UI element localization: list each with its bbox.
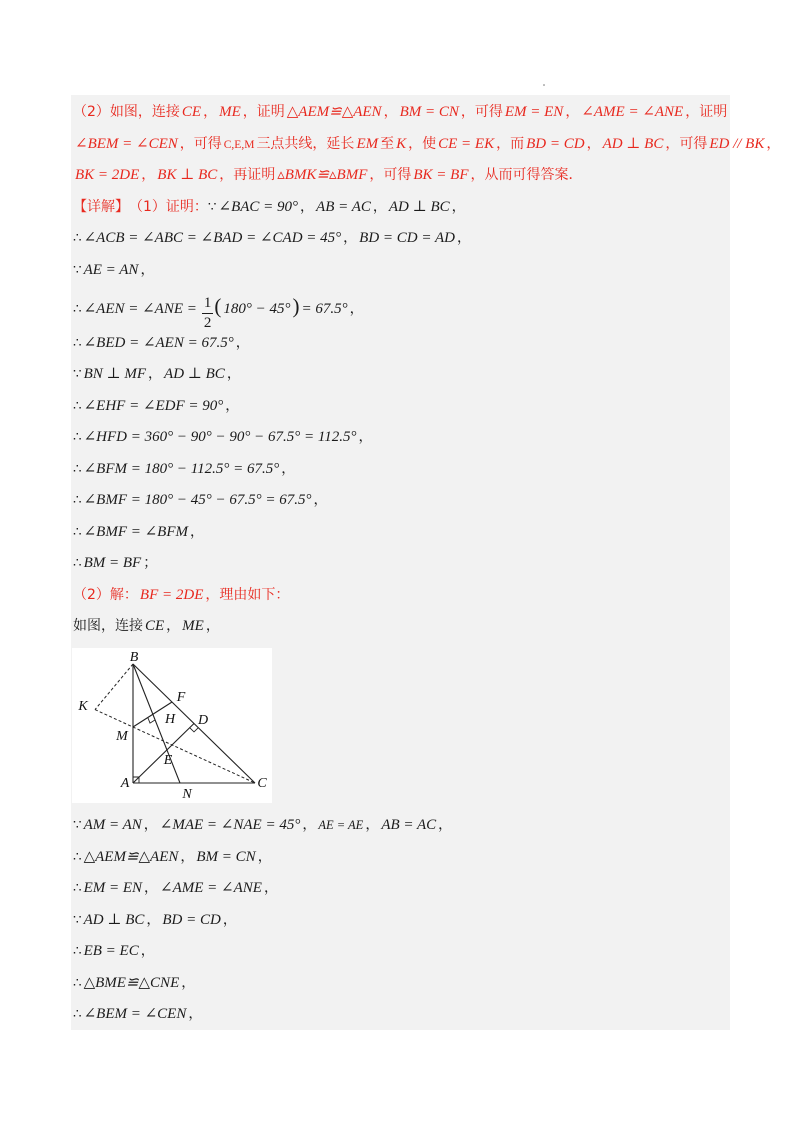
- therefore-symbol: ∴: [73, 492, 82, 508]
- text: 至: [380, 135, 395, 152]
- fraction-one-half: [202, 296, 214, 331]
- punctuation: ，: [263, 880, 278, 896]
- text: ，可得: [179, 135, 222, 152]
- fraction-denominator: 2: [203, 314, 212, 331]
- math-expr: ∠BAC = 90°: [218, 198, 299, 215]
- part2-label: （2）解：: [73, 586, 138, 603]
- page-speck: [543, 84, 545, 86]
- punctuation: ，: [225, 397, 240, 414]
- therefore-symbol: ∴: [73, 301, 82, 317]
- text: ，可得: [369, 167, 412, 183]
- math-expr: ∠AME = ∠ANE: [581, 104, 684, 120]
- proof-line: [73, 255, 773, 287]
- point-label-e: E: [163, 753, 173, 768]
- math-expr: ∠HFD = 360° − 90° − 90° − 67.5° = 112.5°: [83, 429, 357, 445]
- text: ，可得: [665, 135, 708, 152]
- punctuation: ，: [166, 618, 181, 634]
- proof-line: [73, 485, 773, 517]
- math-expr: ∠AEN = ∠ANE =: [83, 301, 197, 317]
- math-expr: ∠AME = ∠ANE: [160, 880, 262, 896]
- punctuation: ，: [438, 817, 453, 833]
- math-expr: ∠BEM = ∠CEN: [83, 1006, 187, 1022]
- math-expr: BD = CD: [526, 135, 585, 152]
- math-expr: ME: [219, 104, 241, 120]
- punctuation: ，: [140, 943, 155, 959]
- point-label-d: D: [197, 713, 209, 728]
- proof-line: [73, 391, 773, 423]
- text: ，证明: [242, 104, 285, 120]
- math-expr: ∠EHF = ∠EDF = 90°: [83, 397, 224, 414]
- math-expr: ∠BED = ∠AEN = 67.5°: [83, 334, 234, 351]
- because-symbol: ∵: [207, 198, 217, 215]
- math-expr: = 67.5°: [301, 301, 348, 317]
- punctuation: ，: [565, 104, 580, 120]
- point-label-c: C: [257, 776, 267, 791]
- math-expr: EB = EC: [83, 943, 139, 959]
- text: ，再证明: [219, 167, 276, 183]
- point-label-f: F: [176, 690, 186, 705]
- math-expr: AB = AC: [316, 198, 371, 215]
- point-label-n: N: [182, 787, 192, 802]
- math-expr: AD ⊥ BC: [388, 198, 450, 215]
- math-expr: 180° − 45°: [223, 301, 291, 317]
- geometry-figure: [72, 648, 272, 803]
- punctuation: ，: [188, 1006, 203, 1022]
- math-expr: ∠BEM = ∠CEN: [75, 135, 178, 152]
- point-label-m: M: [116, 729, 128, 744]
- math-expr: AD ⊥ BC: [83, 911, 145, 928]
- therefore-symbol: ∴: [73, 848, 82, 865]
- math-expr: △BME≌△CNE: [83, 974, 180, 991]
- math-expr: ∠BFM = 180° − 112.5° = 67.5°: [83, 460, 280, 477]
- punctuation: ，: [451, 198, 466, 215]
- punctuation: ，: [180, 848, 195, 865]
- proof-line: [73, 454, 773, 486]
- math-expr: AB = AC: [381, 817, 437, 833]
- math-expr: CE: [181, 104, 202, 120]
- because-symbol: ∵: [73, 911, 82, 928]
- math-expr: K: [396, 135, 407, 152]
- math-expr: AE = AE: [318, 818, 364, 832]
- math-expr: BD = CD: [162, 911, 221, 928]
- paren-close: ): [292, 294, 300, 318]
- right-angle-mark-d: [190, 728, 199, 732]
- proof-line: [73, 842, 773, 874]
- math-expr: AM = AN: [83, 817, 142, 833]
- proof-line: [73, 548, 773, 580]
- proof-line: [73, 517, 773, 549]
- punctuation: ，: [358, 429, 373, 445]
- math-expr: △AEM≌△AEN: [83, 848, 179, 865]
- proof-line: [73, 873, 773, 905]
- math-expr: ∠BMF = 180° − 45° − 67.5° = 67.5°: [83, 492, 312, 508]
- detail-heading: 【详解】: [73, 198, 129, 215]
- punctuation: ，: [146, 911, 161, 928]
- because-symbol: ∵: [73, 366, 82, 382]
- punctuation: ，: [586, 135, 601, 152]
- proof-line: [73, 810, 773, 842]
- math-expr: CE: [145, 618, 165, 634]
- because-symbol: ∵: [73, 261, 82, 278]
- math-expr: AD ⊥ BC: [602, 135, 664, 152]
- analysis-line-1: [73, 97, 773, 129]
- proof-line: [73, 359, 773, 391]
- therefore-symbol: ∴: [73, 880, 82, 896]
- proof-line: [73, 936, 773, 968]
- geometry-figure-svg: [72, 648, 272, 803]
- math-expr: ME: [182, 618, 204, 634]
- punctuation: ，: [383, 104, 398, 120]
- proof-line: [73, 422, 773, 454]
- punctuation: ，: [141, 167, 156, 183]
- punctuation: ，: [181, 974, 196, 991]
- punctuation: ，: [222, 911, 237, 928]
- point-label-a: A: [120, 776, 130, 791]
- proof-line: [73, 223, 773, 255]
- therefore-symbol: ∴: [73, 523, 82, 540]
- part2-claim-line: [73, 580, 773, 612]
- punctuation: ，: [766, 135, 781, 152]
- punctuation: ，: [205, 618, 220, 634]
- punctuation: ，: [372, 198, 387, 215]
- part1-label: （1）证明：: [129, 198, 208, 215]
- math-expr: CE = EK: [438, 135, 495, 152]
- therefore-symbol: ∴: [73, 230, 82, 246]
- solution-content: [73, 97, 781, 1031]
- punctuation: ，: [302, 817, 317, 833]
- proof-line: [73, 328, 773, 360]
- punctuation: ；: [143, 555, 158, 571]
- text: 如图，连接: [73, 618, 143, 634]
- math-expr: EM = EN: [83, 880, 143, 896]
- math-expr: ▵BMK≌▵BMF: [277, 167, 368, 183]
- math-expr: AE = AN: [83, 261, 139, 278]
- math-expr: BM = CN: [196, 848, 256, 865]
- math-expr: BM = CN: [399, 104, 459, 120]
- punctuation: ，: [456, 230, 471, 246]
- text: ，理由如下：: [205, 586, 290, 603]
- punctuation: ，: [143, 817, 158, 833]
- point-label-k: K: [78, 699, 88, 714]
- therefore-symbol: ∴: [73, 555, 82, 571]
- punctuation: ，: [349, 301, 364, 317]
- math-expr: BM = BF: [83, 555, 142, 571]
- text: 三点共线，延长: [256, 135, 355, 152]
- therefore-symbol: ∴: [73, 1006, 82, 1022]
- punctuation: ，: [313, 492, 328, 508]
- punctuation: ，: [226, 366, 241, 382]
- punctuation: ，: [257, 848, 272, 865]
- math-expr: C,E,M: [223, 138, 255, 151]
- math-expr: ∠ACB = ∠ABC = ∠BAD = ∠CAD = 45°: [83, 230, 342, 246]
- math-expr: BN ⊥ MF: [83, 366, 147, 382]
- therefore-symbol: ∴: [73, 460, 82, 477]
- text: ，而: [496, 135, 525, 152]
- paren-open: (: [214, 294, 222, 318]
- punctuation: ，: [235, 334, 250, 351]
- punctuation: ，: [343, 230, 358, 246]
- solution-panel: [71, 95, 781, 1030]
- punctuation: ，: [300, 198, 315, 215]
- text: ，使: [408, 135, 437, 152]
- math-expr: △AEM≌△AEN: [286, 104, 382, 120]
- proof-line: [73, 968, 773, 1000]
- text: ，证明: [685, 104, 728, 120]
- math-expr: BD = CD = AD: [359, 230, 455, 246]
- analysis-line-2: [73, 129, 781, 161]
- punctuation: ，: [190, 523, 204, 540]
- punctuation: ，: [365, 817, 380, 833]
- math-expr: ∠MAE = ∠NAE = 45°: [159, 817, 301, 833]
- therefore-symbol: ∴: [73, 397, 82, 414]
- math-expr: BK = BF: [413, 167, 469, 183]
- point-label-b: B: [129, 650, 139, 665]
- therefore-symbol: ∴: [73, 334, 82, 351]
- proof-line: [73, 999, 773, 1031]
- proof-line: [73, 905, 773, 937]
- punctuation: ，: [148, 366, 163, 382]
- math-expr: BF = 2DE: [139, 586, 204, 603]
- math-expr: EM = EN: [504, 104, 564, 120]
- therefore-symbol: ∴: [73, 429, 82, 445]
- therefore-symbol: ∴: [73, 943, 82, 959]
- punctuation: ，: [144, 880, 159, 896]
- detail-heading-line: [73, 192, 773, 224]
- point-label-h: H: [164, 712, 176, 727]
- punctuation: ，: [281, 460, 296, 477]
- punctuation: ，: [203, 104, 218, 120]
- therefore-symbol: ∴: [73, 974, 82, 991]
- math-expr: BK ⊥ BC: [157, 167, 218, 183]
- text: ，可得: [460, 104, 503, 120]
- proof-line-fraction: [73, 286, 773, 331]
- math-expr: EM: [356, 135, 379, 152]
- fraction-numerator: 1: [202, 296, 214, 314]
- math-expr: BK = 2DE: [75, 167, 140, 183]
- segment-bk-dashed: [95, 664, 133, 710]
- math-expr: AD ⊥ BC: [164, 366, 225, 382]
- because-symbol: ∵: [73, 817, 82, 833]
- math-expr: ∠BMF = ∠BFM: [83, 523, 188, 540]
- text: （2）如图，连接: [73, 104, 180, 120]
- math-expr: ED // BK: [709, 135, 765, 152]
- part2-intro-line: [73, 611, 773, 643]
- text: ，从而可得答案．: [470, 167, 583, 183]
- analysis-line-3: [73, 160, 773, 192]
- punctuation: ，: [140, 261, 155, 278]
